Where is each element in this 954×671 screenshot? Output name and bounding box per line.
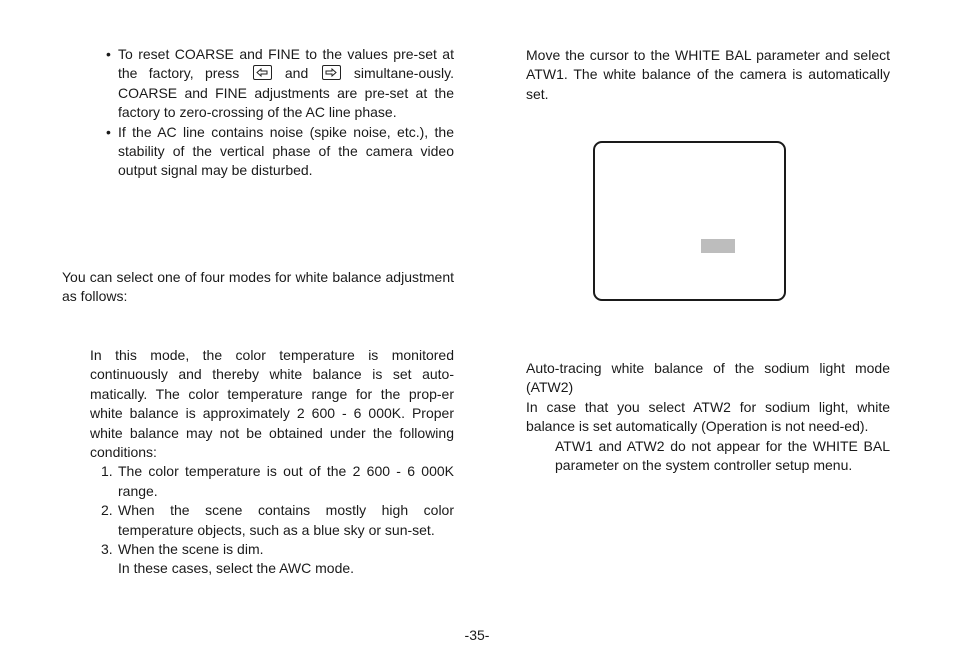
conditions-list: [90, 462, 454, 578]
white-balance-intro: You can select one of four modes for white balance adjustment as follows:: [62, 269, 454, 305]
atw2-section: [526, 359, 890, 475]
bullet-list: [106, 45, 454, 181]
atw2-title: Auto-tracing white balance of the sodium light mode (ATW2): [526, 360, 890, 396]
instruction-paragraph: Move the cursor to the WHITE BAL parameter and select ATW1. The white balance of the camera is automatically set.: [526, 47, 890, 102]
right-arrow-key-icon: [322, 65, 341, 80]
atw1-paragraph: In this mode, the color temperature is monitored continuously and thereby white balance is set auto-matically. The color temperature range for the prop-er white balance is approximately 2 600 - 6 000K. Proper white balance may not be obtained under the following conditions:: [90, 347, 454, 461]
left-arrow-key-icon: [253, 65, 272, 80]
monitor-screen-illustration: [593, 141, 786, 301]
page-number: -35-: [464, 627, 490, 643]
condition-item: 3. When the scene is dim.: [101, 541, 264, 558]
condition-item: 1. The color temperature is out of the 2 600 - 6 000K range.: [101, 463, 454, 499]
atw1-section: [90, 346, 454, 579]
condition-item: 2. When the scene contains mostly high color temperature objects, such as a blue sky or sun-set.: [101, 502, 454, 538]
cursor-highlight: [701, 239, 735, 253]
bullet-reset-coarse-fine: • To reset COARSE and FINE to the values pre-set at the factory, press and simultane-ously. COARSE and FINE adjustments are pre-set at the factory to zero-crossing of the AC line phase.: [106, 45, 454, 123]
atw-note: ATW1 and ATW2 do not appear for the WHITE BAL parameter on the system controller setup menu.: [555, 437, 890, 474]
bullet-ac-line-noise: • If the AC line contains noise (spike noise, etc.), the stability of the vertical phase of the camera video output signal may be disturbed.: [106, 123, 454, 181]
atw2-body: In case that you select ATW2 for sodium light, white balance is set automatically (Operation is not need-ed).: [526, 398, 890, 435]
conditions-footer: In these cases, select the AWC mode.: [118, 560, 355, 577]
